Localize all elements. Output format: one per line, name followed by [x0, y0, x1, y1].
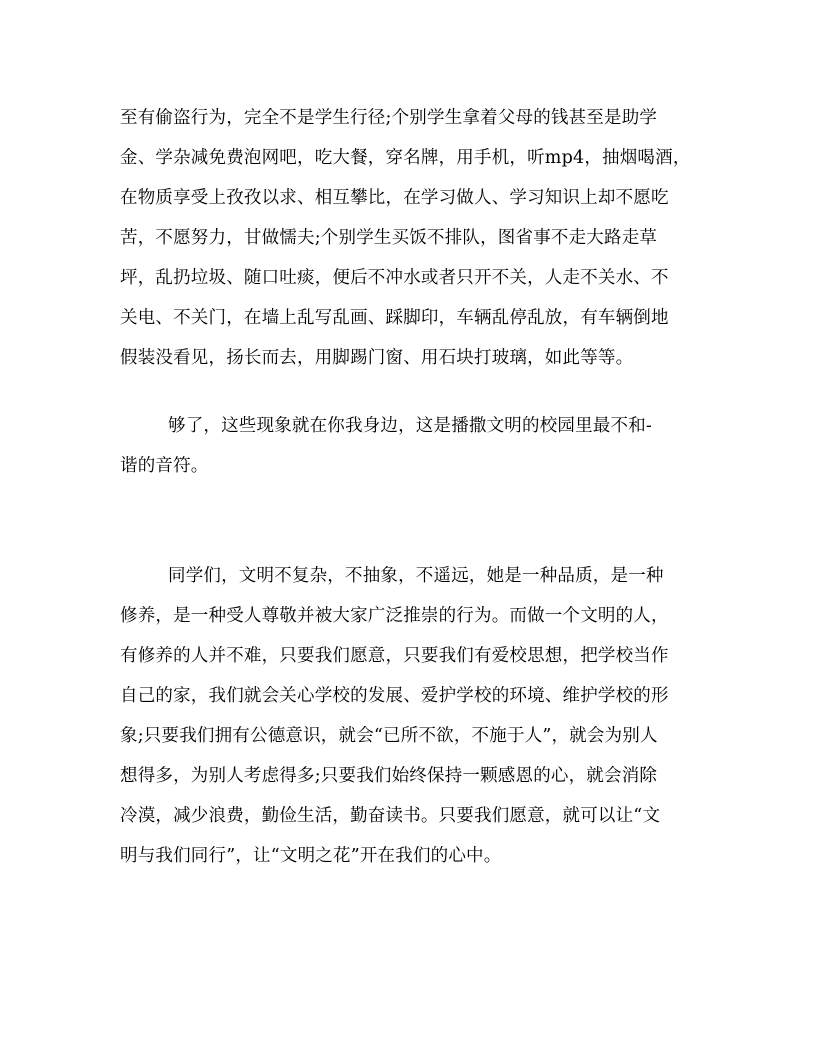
text-line: 自己的家，我们就会关心学校的发展、爱护学校的环境、维护学校的形: [120, 686, 669, 706]
paragraph-enough: [120, 406, 700, 486]
text-line: 关电、不关门，在墙上乱写乱画、踩脚印，车辆乱停乱放，有车辆倒地: [120, 308, 669, 328]
text-line: 假装没看见，扬长而去，用脚踢门窗、用石块打玻璃，如此等等。: [120, 348, 634, 368]
text-line: 在物质享受上孜孜以求、相互攀比，在学习做人、学习知识上却不愿吃: [120, 188, 669, 208]
text-line: 有修养的人并不难，只要我们愿意，只要我们有爱校思想，把学校当作: [120, 646, 669, 666]
paragraph-misconduct: [120, 98, 700, 378]
text-line: 够了，这些现象就在你我身边，这是播撒文明的校园里最不和-: [168, 416, 653, 436]
text-line: 至有偷盗行为，完全不是学生行径;个别学生拿着父母的钱甚至是助学: [120, 108, 658, 128]
text-line: 谐的音符。: [120, 456, 209, 476]
text-line: 明与我们同行”，让“文明之花”开在我们的心中。: [120, 846, 502, 866]
text-line: 修养，是一种受人尊敬并被大家广泛推崇的行为。而做一个文明的人，: [120, 606, 669, 626]
text-line: 苦，不愿努力，甘做懦夫;个别学生买饭不排队，图省事不走大路走草: [120, 228, 658, 248]
text-line: 金、学杂减免费泡网吧，吃大餐，穿名牌，用手机，听mp4，抽烟喝酒，: [120, 148, 691, 168]
paragraph-civility: [120, 556, 700, 876]
text-line: 冷漠，减少浪费，勤俭生活，勤奋读书。只要我们愿意，就可以让“文: [120, 806, 661, 826]
text-line: 坪，乱扔垃圾、随口吐痰，便后不冲水或者只开不关，人走不关水、不: [120, 268, 669, 288]
text-line: 象;只要我们拥有公德意识，就会“已所不欲，不施于人”，就会为别人: [120, 726, 658, 746]
text-line: 同学们，文明不复杂，不抽象，不遥远，她是一种品质，是一种: [168, 566, 664, 586]
text-line: 想得多，为别人考虑得多;只要我们始终保持一颗感恩的心，就会消除: [120, 766, 658, 786]
